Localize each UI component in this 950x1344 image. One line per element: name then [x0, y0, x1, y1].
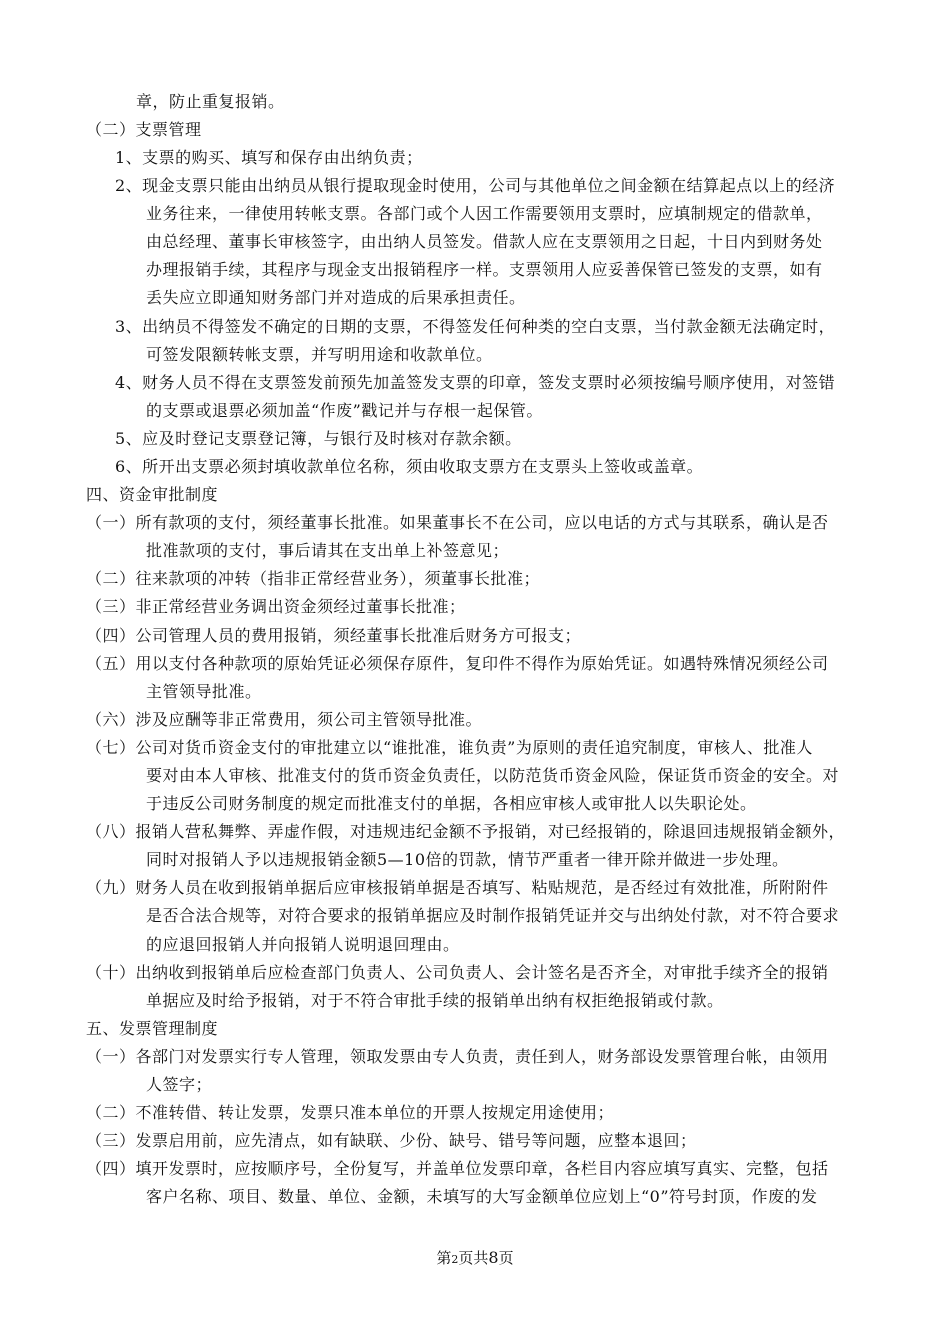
paragraph-line: 于违反公司财务制度的规定而批准支付的单据，各相应审核人或审批人以失职论处。 [146, 794, 757, 813]
section-heading: 五、发票管理制度 [86, 1019, 219, 1038]
list-item: 6、所开出支票必须封填收款单位名称，须由收取支票方在支票头上签收或盖章。 [115, 457, 704, 476]
paragraph-line: 的应退回报销人并向报销人说明退回理由。 [146, 935, 460, 954]
list-item: （三）发票启用前，应先清点，如有缺联、少份、缺号、错号等问题，应整本退回； [86, 1131, 697, 1150]
paragraph-line: 客户名称、项目、数量、单位、金额，未填写的大写金额单位应划上“0”符号封顶，作废的发 [146, 1187, 818, 1206]
list-item: （一）各部门对发票实行专人管理，领取发票由专人负责，责任到人，财务部设发票管理台帐，由领用 [86, 1047, 829, 1066]
paragraph-line: 可签发限额转帐支票，并写明用途和收款单位。 [146, 345, 493, 364]
paragraph-line: 是否合法合规等，对符合要求的报销单据应及时制作报销凭证并交与出纳处付款，对不符合要求 [146, 906, 840, 925]
total-pages-number: 8 [488, 1248, 499, 1267]
paragraph-line: 批准款项的支付，事后请其在支出单上补签意见； [146, 541, 510, 560]
footer-suffix: 页 [498, 1249, 514, 1267]
list-item: （一）所有款项的支付，须经董事长批准。如果董事长不在公司，应以电话的方式与其联系，确认是否 [86, 513, 829, 532]
paragraph-line: 业务往来，一律使用转帐支票。各部门或个人因工作需要领用支票时，应填制规定的借款单， [146, 204, 823, 223]
page-footer [0, 1248, 950, 1270]
paragraph-line: 由总经理、董事长审核签字，由出纳人员签发。借款人应在支票领用之日起，十日内到财务处 [146, 232, 823, 251]
footer-middle: 页共 [458, 1249, 489, 1267]
list-item: 5、应及时登记支票登记簿，与银行及时核对存款余额。 [115, 429, 522, 448]
list-item: （二）不准转借、转让发票，发票只准本单位的开票人按规定用途使用； [86, 1103, 615, 1122]
paragraph-line: 人签字； [146, 1075, 213, 1094]
list-item: （八）报销人营私舞弊、弄虚作假，对违规违纪金额不予报销，对已经报销的，除退回违规报销金额外， [86, 822, 846, 841]
list-item: （七）公司对货币资金支付的审批建立以“谁批准，谁负责”为原则的责任追究制度，审核人、批准人 [86, 738, 813, 757]
paragraph-line: 单据应及时给予报销，对于不符合审批手续的报销单出纳有权拒绝报销或付款。 [146, 991, 724, 1010]
list-item: （十）出纳收到报销单后应检查部门负责人、公司负责人、会计签名是否齐全，对审批手续齐全的报销 [86, 963, 829, 982]
current-page-number: 2 [451, 1253, 459, 1266]
list-item: （五）用以支付各种款项的原始凭证必须保存原件，复印件不得作为原始凭证。如遇特殊情况须经公司 [86, 654, 829, 673]
list-item: （四）公司管理人员的费用报销，须经董事长批准后财务方可报支； [86, 626, 582, 645]
list-item: 2、现金支票只能由出纳员从银行提取现金时使用，公司与其他单位之间金额在结算起点以上的经济 [115, 176, 836, 195]
list-item: （九）财务人员在收到报销单据后应审核报销单据是否填写、粘贴规范，是否经过有效批准，所附附件 [86, 878, 829, 897]
paragraph-line: 章，防止重复报销。 [136, 92, 285, 111]
list-item: （四）填开发票时，应按顺序号，全份复写，并盖单位发票印章，各栏目内容应填写真实、完整，包括 [86, 1159, 829, 1178]
paragraph-line: 主管领导批准。 [146, 682, 262, 701]
list-item: 3、出纳员不得签发不确定的日期的支票，不得签发任何种类的空白支票，当付款金额无法确定时， [115, 317, 836, 336]
paragraph-line: 丢失应立即通知财务部门并对造成的后果承担责任。 [146, 288, 526, 307]
section-heading: 四、资金审批制度 [86, 485, 219, 504]
list-item: 1、支票的购买、填写和保存由出纳负责； [115, 148, 423, 167]
paragraph-line: 的支票或退票必须加盖“作废”戳记并与存根一起保管。 [146, 401, 543, 420]
paragraph-line: 办理报销手续，其程序与现金支出报销程序一样。支票领用人应妥善保管已签发的支票，如有 [146, 260, 823, 279]
footer-prefix: 第 [436, 1249, 452, 1267]
list-item: 4、财务人员不得在支票签发前预先加盖签发支票的印章，签发支票时必须按编号顺序使用，对签错 [115, 373, 836, 392]
paragraph-line: 要对由本人审核、批准支付的货币资金负责任，以防范货币资金风险，保证货币资金的安全。对 [146, 766, 840, 785]
paragraph-line: 同时对报销人予以违规报销金额5—10倍的罚款，情节严重者一律开除并做进一步处理。 [146, 850, 789, 869]
list-item: （三）非正常经营业务调出资金须经过董事长批准； [86, 597, 466, 616]
subsection-heading: （二）支票管理 [86, 120, 202, 139]
list-item: （二）往来款项的冲转（指非正常经营业务），须董事长批准； [86, 569, 541, 588]
list-item: （六）涉及应酬等非正常费用，须公司主管领导批准。 [86, 710, 483, 729]
